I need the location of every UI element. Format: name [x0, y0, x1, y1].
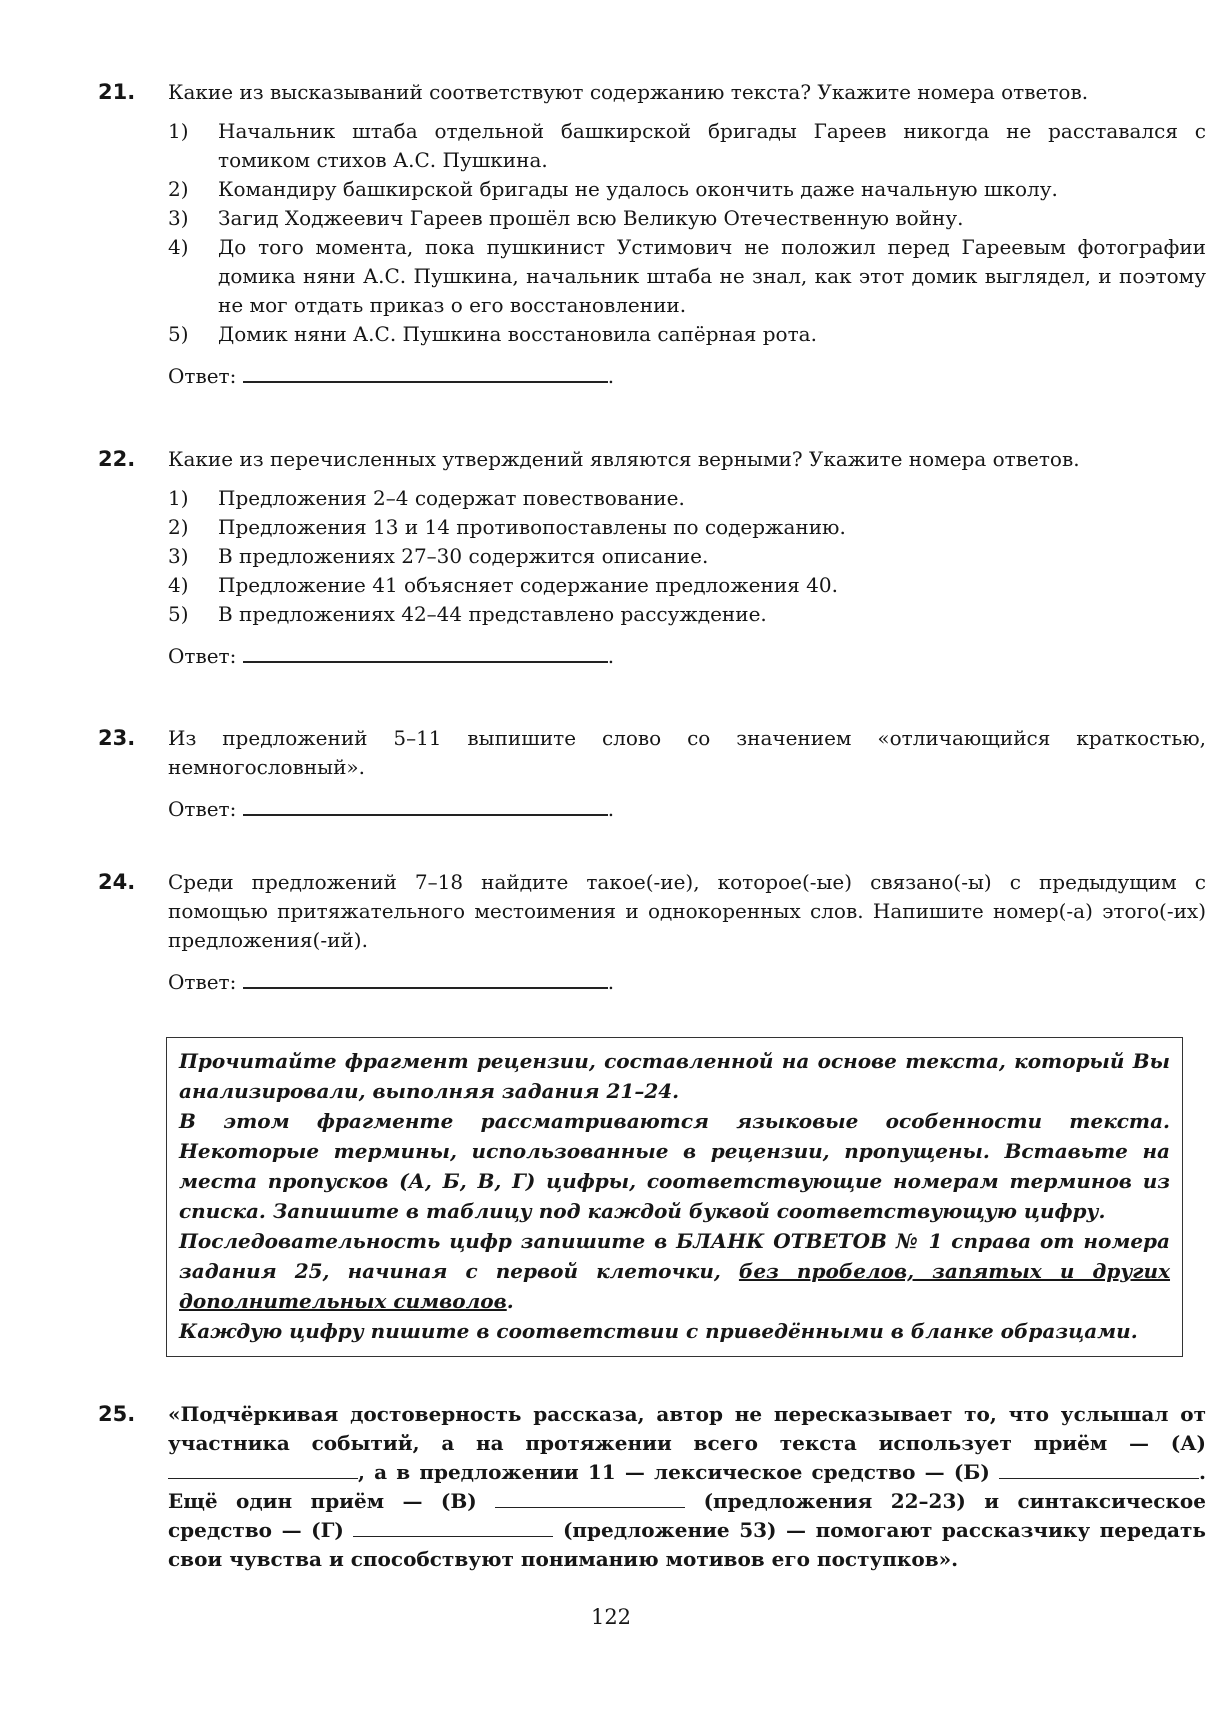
- question-number: 21.: [98, 80, 136, 104]
- question-text: Из предложений 5–11 выпишите слово со значением «отличающийся краткостью, немногословный».: [168, 726, 1206, 779]
- option-item: 1) Предложения 2–4 содержат повествование.: [168, 486, 685, 510]
- answer-line: Ответ: .: [168, 794, 1206, 824]
- blank-v[interactable]: [495, 1489, 685, 1508]
- question-number: 24.: [98, 870, 136, 894]
- answer-label: Ответ:: [168, 644, 237, 668]
- answer-field[interactable]: [243, 641, 608, 663]
- answer-field[interactable]: [243, 794, 608, 816]
- answer-label: Ответ:: [168, 797, 237, 821]
- answer-label: Ответ:: [168, 970, 237, 994]
- question-text: «Подчёркивая достоверность рассказа, автор не пересказывает то, что услышал от участника событий, а на протяжении всего текста использует приём — (А) , а в предложении 11 — лексическое средство — (Б) . Ещё один приём — (В) (предложения 22–23) и синтаксическое средство — (Г) (предложение 53) — помогают рассказчику передать свои чувства и способствуют пониманию мотивов его поступков».: [168, 1402, 1206, 1571]
- instruction-paragraph: Прочитайте фрагмент рецензии, составленной на основе текста, который Вы анализировали, выполняя задания 21–24.: [179, 1049, 1170, 1103]
- option-item: 5) В предложениях 42–44 представлено рассуждение.: [168, 602, 767, 626]
- blank-a[interactable]: [168, 1460, 358, 1479]
- answer-field[interactable]: [243, 361, 608, 383]
- question-25: [98, 1400, 1206, 1574]
- question-21: [98, 78, 1206, 391]
- answer-line: Ответ: .: [168, 641, 1206, 671]
- underlined-text: без пробелов, запятых и других дополнительных символов: [179, 1259, 1171, 1313]
- question-22: [98, 445, 1206, 671]
- options-list: [98, 117, 1206, 349]
- blank-g[interactable]: [353, 1518, 553, 1537]
- question-number: 22.: [98, 447, 136, 471]
- question-number: 23.: [98, 726, 136, 750]
- option-item: 4) Предложение 41 объясняет содержание предложения 40.: [168, 573, 838, 597]
- question-number: 25.: [98, 1402, 136, 1426]
- instruction-paragraph: Каждую цифру пишите в соответствии с приведёнными в бланке образцами.: [179, 1319, 1138, 1343]
- option-item: 3) Загид Ходжеевич Гареев прошёл всю Великую Отечественную войну.: [168, 206, 964, 230]
- question-text: Среди предложений 7–18 найдите такое(-ие), которое(-ые) связано(-ы) с предыдущим с помощью притяжательного местоимения и однокоренных слов. Напишите номер(-а) этого(-их) предложения(-ий).: [168, 870, 1206, 952]
- question-text: Какие из высказываний соответствуют содержанию текста? Укажите номера ответов.: [168, 80, 1089, 104]
- option-item: 3) В предложениях 27–30 содержится описание.: [168, 544, 709, 568]
- question-24: [98, 868, 1206, 997]
- answer-line: Ответ: .: [168, 361, 1206, 391]
- option-item: 2) Командиру башкирской бригады не удалось окончить даже начальную школу.: [168, 177, 1058, 201]
- question-23: [98, 724, 1206, 824]
- page-number: 122: [590, 1605, 632, 1629]
- answer-field[interactable]: [243, 967, 608, 989]
- option-item: 2) Предложения 13 и 14 противопоставлены по содержанию.: [168, 515, 846, 539]
- option-item: 1) Начальник штаба отдельной башкирской бригады Гареев никогда не расставался с томиком стихов А.С. Пушкина.: [168, 119, 1206, 172]
- option-item: 5) Домик няни А.С. Пушкина восстановила сапёрная рота.: [168, 322, 817, 346]
- instructions-box: [166, 1037, 1183, 1357]
- options-list: [98, 484, 1206, 629]
- instruction-paragraph: В этом фрагменте рассматриваются языковые особенности текста. Некоторые термины, использованные в рецензии, пропущены. Вставьте на места пропусков (А, Б, В, Г) цифры, соответствующие номерам терминов из списка. Запишите в таблицу под каждой буквой соответствующую цифру.: [179, 1109, 1170, 1223]
- option-item: 4) До того момента, пока пушкинист Устимович не положил перед Гареевым фотографии домика няни А.С. Пушкина, начальник штаба не знал, как этот домик выглядел, и поэтому не мог отдать приказ о его восстановлении.: [168, 235, 1206, 317]
- blank-b[interactable]: [999, 1460, 1199, 1479]
- question-text: Какие из перечисленных утверждений являются верными? Укажите номера ответов.: [168, 447, 1080, 471]
- instruction-paragraph: Последовательность цифр запишите в БЛАНК ОТВЕТОВ № 1 справа от номера задания 25, начиная с первой клеточки, без пробелов, запятых и других дополнительных символов.: [179, 1229, 1171, 1313]
- answer-label: Ответ:: [168, 364, 237, 388]
- answer-line: Ответ: .: [168, 967, 1206, 997]
